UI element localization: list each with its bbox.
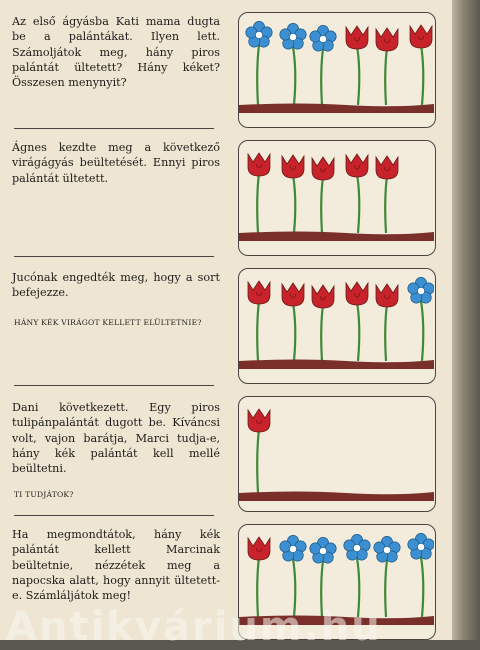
blue-flower xyxy=(374,536,400,617)
flower-center xyxy=(289,33,296,40)
flower-stem xyxy=(293,175,295,233)
red-tulip xyxy=(312,157,334,233)
blue-petal xyxy=(280,29,291,40)
blue-petal xyxy=(408,539,419,550)
flower-stem xyxy=(357,302,359,361)
flower-center xyxy=(319,547,326,554)
soil-strip xyxy=(239,492,434,502)
flower-center xyxy=(417,543,424,550)
soil-strip xyxy=(239,360,434,370)
blue-petal xyxy=(374,542,385,553)
flower-stem xyxy=(385,176,387,233)
section-2-text: Ágnes kezdte meg a következő virágágyás beültetését. Ennyi piros palántát ültetett. xyxy=(12,141,220,185)
flower-center xyxy=(417,287,424,294)
blue-flower xyxy=(280,535,306,617)
blue-flower xyxy=(246,21,272,105)
blue-flower xyxy=(280,23,306,105)
flower-stem xyxy=(257,301,259,361)
tulip-head xyxy=(346,282,368,305)
tulip-head xyxy=(376,156,398,179)
flower-stem xyxy=(293,559,295,617)
tulip-head xyxy=(376,284,398,307)
red-tulip xyxy=(248,153,270,233)
red-tulip xyxy=(248,537,270,617)
section-4-text: Dani következett. Egy piros tulipánpalántát dugott be. Kíváncsi volt, vajon barátja, Marci tudja-e, hány kék palántát kell mellé beültetni. xyxy=(12,401,220,476)
section-3-text: Jucónak engedték meg, hogy a sort befejezze. xyxy=(12,271,220,300)
flowerbed-2-illustration xyxy=(239,141,434,254)
red-tulip xyxy=(282,283,304,361)
blue-flower xyxy=(408,533,434,617)
red-tulip xyxy=(282,155,304,233)
soil-strip xyxy=(239,232,434,242)
red-tulip xyxy=(248,409,270,493)
flower-stem xyxy=(321,561,323,617)
tulip-head xyxy=(312,285,334,308)
blue-flower xyxy=(344,534,370,617)
red-tulip xyxy=(410,25,432,105)
tulip-head xyxy=(248,153,270,176)
section-divider xyxy=(14,256,214,257)
flower-center xyxy=(289,545,296,552)
flower-center xyxy=(319,35,326,42)
flowerbed-4-illustration xyxy=(239,397,434,510)
section-divider xyxy=(14,515,214,516)
flower-stem xyxy=(357,46,359,105)
tulip-head xyxy=(346,154,368,177)
section-5-text: Ha megmondtátok, hány kék palántát kellett Marcinak beültetnie, nézzétek meg a napocska alatt, hogy annyit ültetett-e. Számláljátok meg! xyxy=(12,528,220,603)
book-spine xyxy=(452,0,480,640)
flower-stem xyxy=(421,557,423,617)
flower-stem xyxy=(385,48,387,105)
flower-stem xyxy=(293,47,295,105)
blue-petal xyxy=(246,27,257,38)
flowerbed-2 xyxy=(238,140,436,256)
blue-petal xyxy=(310,543,321,554)
watermark: Antikvárium.hu xyxy=(6,604,382,650)
section-divider xyxy=(14,385,214,386)
flower-stem xyxy=(385,560,387,617)
flower-stem xyxy=(293,303,295,361)
soil-strip xyxy=(239,616,434,626)
blue-petal xyxy=(344,540,355,551)
flower-stem xyxy=(385,304,387,361)
flower-stem xyxy=(257,173,259,233)
red-tulip xyxy=(248,281,270,361)
flower-stem xyxy=(357,174,359,233)
red-tulip xyxy=(346,154,368,233)
flower-center xyxy=(353,544,360,551)
red-tulip xyxy=(312,285,334,361)
flower-center xyxy=(255,31,262,38)
flowerbed-1-illustration xyxy=(239,13,434,126)
tulip-head xyxy=(346,26,368,49)
blue-petal xyxy=(310,31,321,42)
flower-stem xyxy=(421,301,423,361)
flower-stem xyxy=(321,305,323,361)
flower-center xyxy=(383,546,390,553)
red-tulip xyxy=(346,26,368,105)
red-tulip xyxy=(376,156,398,233)
flower-stem xyxy=(321,49,323,105)
flowerbed-5 xyxy=(238,524,436,640)
tulip-head xyxy=(312,157,334,180)
flower-stem xyxy=(421,45,423,105)
tulip-head xyxy=(282,283,304,306)
flowerbed-4 xyxy=(238,396,436,512)
tulip-head xyxy=(248,281,270,304)
tulip-head xyxy=(248,409,270,432)
flowerbed-3 xyxy=(238,268,436,384)
flower-stem xyxy=(257,45,259,105)
flowerbed-5-illustration xyxy=(239,525,434,638)
tulip-head xyxy=(248,537,270,560)
section-4-question: TI TUDJÁTOK? xyxy=(14,490,74,499)
flowerbed-1 xyxy=(238,12,436,128)
blue-petal xyxy=(408,283,419,294)
flower-stem xyxy=(257,557,259,617)
tulip-head xyxy=(376,28,398,51)
flower-stem xyxy=(257,429,259,493)
section-3-question: HÁNY KÉK VIRÁGOT KELLETT ELÜLTETNIE? xyxy=(14,318,202,327)
tulip-head xyxy=(282,155,304,178)
section-divider xyxy=(14,128,214,129)
red-tulip xyxy=(346,282,368,361)
red-tulip xyxy=(376,284,398,361)
tulip-head xyxy=(410,25,432,48)
flower-stem xyxy=(357,558,359,617)
blue-flower xyxy=(310,537,336,617)
red-tulip xyxy=(376,28,398,105)
flower-stem xyxy=(321,177,323,233)
blue-flower xyxy=(310,25,336,105)
blue-flower xyxy=(408,277,434,361)
blue-petal xyxy=(280,541,291,552)
flowerbed-3-illustration xyxy=(239,269,434,382)
soil-strip xyxy=(239,104,434,114)
section-1-text: Az első ágyásba Kati mama dugta be a palántákat. Ilyen lett. Számoljátok meg, hány piros palántát ültetett? Hány kéket? Összesen menynyit? xyxy=(12,15,220,90)
